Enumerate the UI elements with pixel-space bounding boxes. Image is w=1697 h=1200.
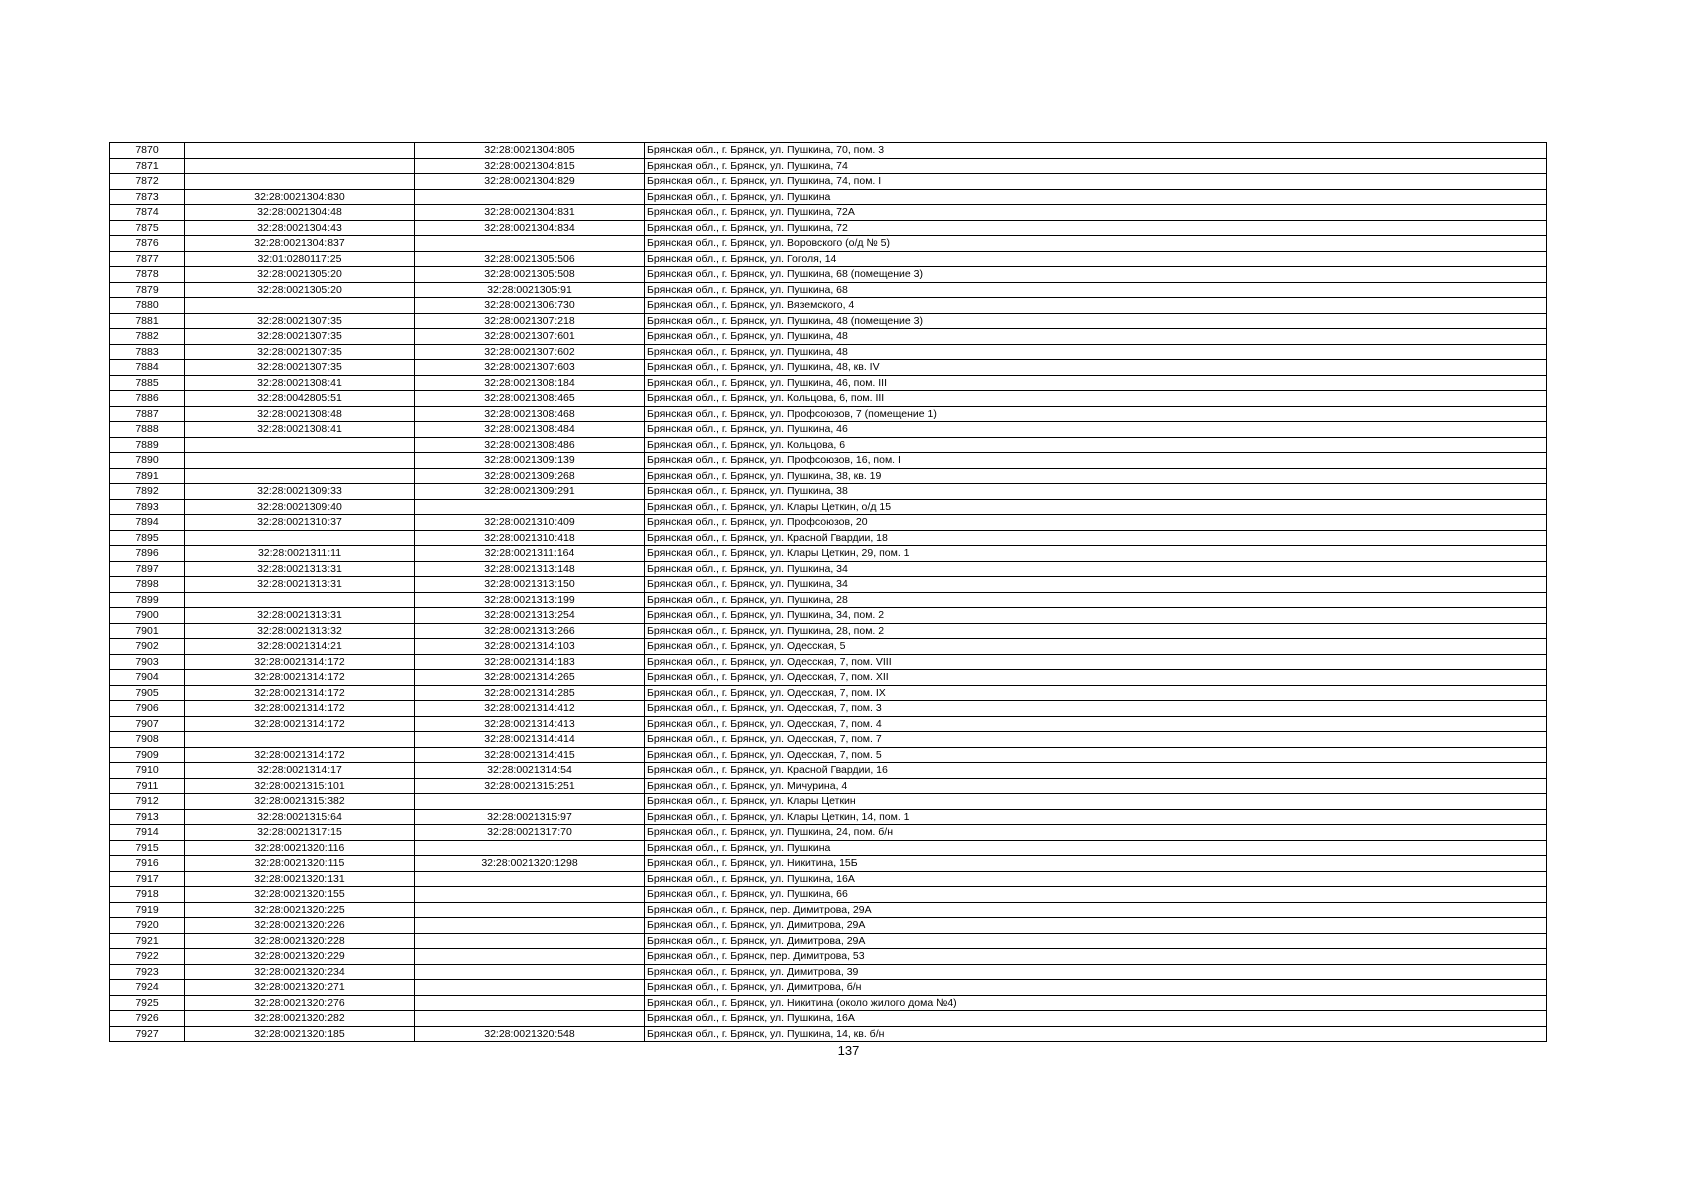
address-cell: Брянская обл., г. Брянск, ул. Пушкина, 34: [645, 577, 1547, 593]
row-number-cell: 7908: [110, 732, 185, 748]
row-number-cell: 7878: [110, 267, 185, 283]
address-cell: Брянская обл., г. Брянск, ул. Клары Цеткин, 29, пом. 1: [645, 546, 1547, 562]
row-number-cell: 7916: [110, 856, 185, 872]
object-cadastral-number-cell: 32:28:0021304:831: [415, 205, 645, 221]
table-row: [110, 422, 1547, 438]
table-row: [110, 515, 1547, 531]
land-cadastral-number-cell: 32:28:0021304:837: [185, 236, 415, 252]
land-cadastral-number-cell: 32:28:0021320:226: [185, 918, 415, 934]
row-number-cell: 7922: [110, 949, 185, 965]
object-cadastral-number-cell: 32:28:0021304:829: [415, 174, 645, 190]
address-cell: Брянская обл., г. Брянск, ул. Пушкина, 70, пом. 3: [645, 143, 1547, 159]
object-cadastral-number-cell: 32:28:0021310:418: [415, 530, 645, 546]
address-cell: Брянская обл., г. Брянск, ул. Пушкина: [645, 840, 1547, 856]
land-cadastral-number-cell: [185, 437, 415, 453]
row-number-cell: 7923: [110, 964, 185, 980]
row-number-cell: 7891: [110, 468, 185, 484]
land-cadastral-number-cell: 32:28:0021313:31: [185, 577, 415, 593]
table-row: [110, 437, 1547, 453]
table-row: [110, 174, 1547, 190]
table-row: [110, 856, 1547, 872]
object-cadastral-number-cell: 32:28:0021308:184: [415, 375, 645, 391]
address-cell: Брянская обл., г. Брянск, ул. Димитрова, б/н: [645, 980, 1547, 996]
land-cadastral-number-cell: 32:28:0021304:48: [185, 205, 415, 221]
object-cadastral-number-cell: [415, 499, 645, 515]
table-row: [110, 360, 1547, 376]
land-cadastral-number-cell: 32:28:0021314:17: [185, 763, 415, 779]
address-cell: Брянская обл., г. Брянск, ул. Пушкина, 16А: [645, 1011, 1547, 1027]
land-cadastral-number-cell: 32:28:0021304:830: [185, 189, 415, 205]
object-cadastral-number-cell: [415, 871, 645, 887]
land-cadastral-number-cell: 32:28:0021313:31: [185, 561, 415, 577]
address-cell: Брянская обл., г. Брянск, ул. Пушкина, 74: [645, 158, 1547, 174]
row-number-cell: 7882: [110, 329, 185, 345]
land-cadastral-number-cell: 32:28:0021307:35: [185, 313, 415, 329]
row-number-cell: 7925: [110, 995, 185, 1011]
object-cadastral-number-cell: 32:28:0021305:508: [415, 267, 645, 283]
table-row: [110, 592, 1547, 608]
object-cadastral-number-cell: 32:28:0021308:484: [415, 422, 645, 438]
land-cadastral-number-cell: 32:28:0021311:11: [185, 546, 415, 562]
land-cadastral-number-cell: 32:28:0021309:33: [185, 484, 415, 500]
table-row: [110, 964, 1547, 980]
row-number-cell: 7896: [110, 546, 185, 562]
row-number-cell: 7881: [110, 313, 185, 329]
row-number-cell: 7912: [110, 794, 185, 810]
address-cell: Брянская обл., г. Брянск, ул. Кольцова, 6, пом. III: [645, 391, 1547, 407]
row-number-cell: 7880: [110, 298, 185, 314]
row-number-cell: 7887: [110, 406, 185, 422]
row-number-cell: 7927: [110, 1026, 185, 1042]
object-cadastral-number-cell: 32:28:0021313:148: [415, 561, 645, 577]
object-cadastral-number-cell: 32:28:0021307:218: [415, 313, 645, 329]
address-cell: Брянская обл., г. Брянск, ул. Пушкина: [645, 189, 1547, 205]
land-cadastral-number-cell: 32:28:0021314:21: [185, 639, 415, 655]
address-cell: Брянская обл., г. Брянск, ул. Воровского (о/д № 5): [645, 236, 1547, 252]
row-number-cell: 7886: [110, 391, 185, 407]
row-number-cell: 7924: [110, 980, 185, 996]
object-cadastral-number-cell: [415, 1011, 645, 1027]
land-cadastral-number-cell: 32:28:0021313:32: [185, 623, 415, 639]
address-cell: Брянская обл., г. Брянск, ул. Пушкина, 68 (помещение 3): [645, 267, 1547, 283]
object-cadastral-number-cell: 32:28:0021314:415: [415, 747, 645, 763]
table-row: [110, 530, 1547, 546]
address-cell: Брянская обл., г. Брянск, ул. Красной Гвардии, 18: [645, 530, 1547, 546]
table-row: [110, 825, 1547, 841]
row-number-cell: 7894: [110, 515, 185, 531]
land-cadastral-number-cell: [185, 468, 415, 484]
land-cadastral-number-cell: 32:28:0021315:101: [185, 778, 415, 794]
row-number-cell: 7893: [110, 499, 185, 515]
object-cadastral-number-cell: [415, 964, 645, 980]
address-cell: Брянская обл., г. Брянск, ул. Никитина (около жилого дома №4): [645, 995, 1547, 1011]
table-row: [110, 623, 1547, 639]
object-cadastral-number-cell: 32:28:0021315:97: [415, 809, 645, 825]
row-number-cell: 7890: [110, 453, 185, 469]
row-number-cell: 7921: [110, 933, 185, 949]
table-row: [110, 639, 1547, 655]
row-number-cell: 7914: [110, 825, 185, 841]
table-row: [110, 313, 1547, 329]
object-cadastral-number-cell: 32:28:0021307:603: [415, 360, 645, 376]
address-cell: Брянская обл., г. Брянск, ул. Пушкина, 68: [645, 282, 1547, 298]
row-number-cell: 7904: [110, 670, 185, 686]
land-cadastral-number-cell: 32:28:0021320:276: [185, 995, 415, 1011]
row-number-cell: 7917: [110, 871, 185, 887]
row-number-cell: 7897: [110, 561, 185, 577]
address-cell: Брянская обл., г. Брянск, ул. Пушкина, 38, кв. 19: [645, 468, 1547, 484]
address-cell: Брянская обл., г. Брянск, ул. Пушкина, 38: [645, 484, 1547, 500]
address-cell: Брянская обл., г. Брянск, ул. Димитрова, 29А: [645, 918, 1547, 934]
object-cadastral-number-cell: 32:28:0021320:1298: [415, 856, 645, 872]
address-cell: Брянская обл., г. Брянск, ул. Вяземского, 4: [645, 298, 1547, 314]
row-number-cell: 7870: [110, 143, 185, 159]
row-number-cell: 7895: [110, 530, 185, 546]
table-row: [110, 561, 1547, 577]
table-row: [110, 747, 1547, 763]
land-cadastral-number-cell: 32:28:0021314:172: [185, 685, 415, 701]
object-cadastral-number-cell: 32:28:0021307:602: [415, 344, 645, 360]
table-row: [110, 1011, 1547, 1027]
table-row: [110, 158, 1547, 174]
table-row: [110, 205, 1547, 221]
object-cadastral-number-cell: 32:28:0021304:805: [415, 143, 645, 159]
land-cadastral-number-cell: 32:28:0021304:43: [185, 220, 415, 236]
registry-table-body: [110, 143, 1547, 1042]
table-row: [110, 1026, 1547, 1042]
row-number-cell: 7884: [110, 360, 185, 376]
object-cadastral-number-cell: 32:28:0021304:815: [415, 158, 645, 174]
object-cadastral-number-cell: 32:28:0021314:183: [415, 654, 645, 670]
address-cell: Брянская обл., г. Брянск, ул. Кольцова, 6: [645, 437, 1547, 453]
object-cadastral-number-cell: [415, 918, 645, 934]
address-cell: Брянская обл., г. Брянск, ул. Красной Гвардии, 16: [645, 763, 1547, 779]
address-cell: Брянская обл., г. Брянск, ул. Профсоюзов, 7 (помещение 1): [645, 406, 1547, 422]
table-row: [110, 344, 1547, 360]
table-row: [110, 840, 1547, 856]
address-cell: Брянская обл., г. Брянск, ул. Никитина, 15Б: [645, 856, 1547, 872]
table-row: [110, 453, 1547, 469]
address-cell: Брянская обл., г. Брянск, ул. Профсоюзов, 20: [645, 515, 1547, 531]
object-cadastral-number-cell: 32:28:0021313:254: [415, 608, 645, 624]
table-row: [110, 918, 1547, 934]
object-cadastral-number-cell: 32:28:0021309:139: [415, 453, 645, 469]
object-cadastral-number-cell: 32:28:0021313:150: [415, 577, 645, 593]
object-cadastral-number-cell: [415, 933, 645, 949]
table-row: [110, 189, 1547, 205]
address-cell: Брянская обл., г. Брянск, ул. Пушкина, 24, пом. б/н: [645, 825, 1547, 841]
address-cell: Брянская обл., г. Брянск, ул. Пушкина, 48 (помещение 3): [645, 313, 1547, 329]
land-cadastral-number-cell: 32:28:0021310:37: [185, 515, 415, 531]
land-cadastral-number-cell: 32:28:0021320:185: [185, 1026, 415, 1042]
registry-table: [109, 142, 1547, 1042]
row-number-cell: 7892: [110, 484, 185, 500]
address-cell: Брянская обл., г. Брянск, ул. Пушкина, 46: [645, 422, 1547, 438]
row-number-cell: 7876: [110, 236, 185, 252]
object-cadastral-number-cell: 32:28:0021314:414: [415, 732, 645, 748]
land-cadastral-number-cell: 32:28:0021308:41: [185, 422, 415, 438]
address-cell: Брянская обл., г. Брянск, ул. Пушкина, 46, пом. III: [645, 375, 1547, 391]
address-cell: Брянская обл., г. Брянск, ул. Пушкина, 66: [645, 887, 1547, 903]
table-row: [110, 298, 1547, 314]
object-cadastral-number-cell: 32:28:0021305:506: [415, 251, 645, 267]
table-row: [110, 391, 1547, 407]
object-cadastral-number-cell: [415, 949, 645, 965]
row-number-cell: 7906: [110, 701, 185, 717]
address-cell: Брянская обл., г. Брянск, ул. Пушкина, 48: [645, 344, 1547, 360]
object-cadastral-number-cell: 32:28:0021317:70: [415, 825, 645, 841]
address-cell: Брянская обл., г. Брянск, ул. Одесская, 7, пом. 5: [645, 747, 1547, 763]
table-row: [110, 375, 1547, 391]
object-cadastral-number-cell: 32:28:0021305:91: [415, 282, 645, 298]
table-row: [110, 608, 1547, 624]
land-cadastral-number-cell: [185, 453, 415, 469]
row-number-cell: 7911: [110, 778, 185, 794]
land-cadastral-number-cell: 32:28:0021314:172: [185, 716, 415, 732]
land-cadastral-number-cell: 32:28:0021320:155: [185, 887, 415, 903]
table-row: [110, 716, 1547, 732]
address-cell: Брянская обл., г. Брянск, ул. Одесская, 7, пом. 3: [645, 701, 1547, 717]
row-number-cell: 7885: [110, 375, 185, 391]
object-cadastral-number-cell: 32:28:0021311:164: [415, 546, 645, 562]
table-row: [110, 282, 1547, 298]
table-row: [110, 577, 1547, 593]
address-cell: Брянская обл., г. Брянск, ул. Пушкина, 28, пом. 2: [645, 623, 1547, 639]
table-row: [110, 995, 1547, 1011]
object-cadastral-number-cell: 32:28:0021313:199: [415, 592, 645, 608]
table-row: [110, 654, 1547, 670]
land-cadastral-number-cell: 32:28:0021309:40: [185, 499, 415, 515]
row-number-cell: 7907: [110, 716, 185, 732]
address-cell: Брянская обл., г. Брянск, ул. Мичурина, 4: [645, 778, 1547, 794]
address-cell: Брянская обл., г. Брянск, ул. Клары Цеткин, 14, пом. 1: [645, 809, 1547, 825]
address-cell: Брянская обл., г. Брянск, ул. Димитрова, 29А: [645, 933, 1547, 949]
land-cadastral-number-cell: 32:28:0021305:20: [185, 267, 415, 283]
table-row: [110, 670, 1547, 686]
land-cadastral-number-cell: 32:28:0021314:172: [185, 747, 415, 763]
land-cadastral-number-cell: 32:28:0021320:131: [185, 871, 415, 887]
row-number-cell: 7877: [110, 251, 185, 267]
address-cell: Брянская обл., г. Брянск, ул. Гоголя, 14: [645, 251, 1547, 267]
row-number-cell: 7905: [110, 685, 185, 701]
object-cadastral-number-cell: 32:28:0021314:265: [415, 670, 645, 686]
row-number-cell: 7873: [110, 189, 185, 205]
row-number-cell: 7902: [110, 639, 185, 655]
object-cadastral-number-cell: 32:28:0021314:285: [415, 685, 645, 701]
land-cadastral-number-cell: [185, 298, 415, 314]
row-number-cell: 7899: [110, 592, 185, 608]
row-number-cell: 7875: [110, 220, 185, 236]
address-cell: Брянская обл., г. Брянск, ул. Пушкина, 14, кв. б/н: [645, 1026, 1547, 1042]
land-cadastral-number-cell: 32:28:0021314:172: [185, 654, 415, 670]
row-number-cell: 7903: [110, 654, 185, 670]
address-cell: Брянская обл., г. Брянск, ул. Пушкина, 72А: [645, 205, 1547, 221]
land-cadastral-number-cell: [185, 592, 415, 608]
table-row: [110, 251, 1547, 267]
address-cell: Брянская обл., г. Брянск, ул. Клары Цеткин, о/д 15: [645, 499, 1547, 515]
address-cell: Брянская обл., г. Брянск, ул. Пушкина, 34: [645, 561, 1547, 577]
row-number-cell: 7915: [110, 840, 185, 856]
table-row: [110, 871, 1547, 887]
object-cadastral-number-cell: 32:28:0021313:266: [415, 623, 645, 639]
row-number-cell: 7913: [110, 809, 185, 825]
table-row: [110, 701, 1547, 717]
table-row: [110, 732, 1547, 748]
address-cell: Брянская обл., г. Брянск, ул. Клары Цеткин: [645, 794, 1547, 810]
land-cadastral-number-cell: [185, 174, 415, 190]
address-cell: Брянская обл., г. Брянск, ул. Одесская, 7, пом. XII: [645, 670, 1547, 686]
object-cadastral-number-cell: [415, 236, 645, 252]
object-cadastral-number-cell: 32:28:0021314:103: [415, 639, 645, 655]
address-cell: Брянская обл., г. Брянск, пер. Димитрова, 53: [645, 949, 1547, 965]
object-cadastral-number-cell: [415, 887, 645, 903]
land-cadastral-number-cell: 32:28:0021320:234: [185, 964, 415, 980]
address-cell: Брянская обл., г. Брянск, пер. Димитрова, 29А: [645, 902, 1547, 918]
table-row: [110, 685, 1547, 701]
table-row: [110, 933, 1547, 949]
land-cadastral-number-cell: 32:28:0021308:41: [185, 375, 415, 391]
row-number-cell: 7888: [110, 422, 185, 438]
land-cadastral-number-cell: 32:28:0021305:20: [185, 282, 415, 298]
address-cell: Брянская обл., г. Брянск, ул. Димитрова, 39: [645, 964, 1547, 980]
land-cadastral-number-cell: 32:28:0021320:225: [185, 902, 415, 918]
address-cell: Брянская обл., г. Брянск, ул. Профсоюзов, 16, пом. I: [645, 453, 1547, 469]
land-cadastral-number-cell: 32:28:0042805:51: [185, 391, 415, 407]
land-cadastral-number-cell: 32:28:0021320:116: [185, 840, 415, 856]
row-number-cell: 7900: [110, 608, 185, 624]
object-cadastral-number-cell: 32:28:0021308:465: [415, 391, 645, 407]
row-number-cell: 7871: [110, 158, 185, 174]
land-cadastral-number-cell: 32:28:0021314:172: [185, 701, 415, 717]
address-cell: Брянская обл., г. Брянск, ул. Пушкина, 74, пом. I: [645, 174, 1547, 190]
object-cadastral-number-cell: [415, 840, 645, 856]
table-row: [110, 809, 1547, 825]
land-cadastral-number-cell: 32:28:0021320:115: [185, 856, 415, 872]
row-number-cell: 7920: [110, 918, 185, 934]
land-cadastral-number-cell: 32:28:0021320:282: [185, 1011, 415, 1027]
object-cadastral-number-cell: [415, 189, 645, 205]
page-number: 137: [837, 1043, 860, 1058]
row-number-cell: 7909: [110, 747, 185, 763]
object-cadastral-number-cell: [415, 995, 645, 1011]
address-cell: Брянская обл., г. Брянск, ул. Пушкина, 72: [645, 220, 1547, 236]
address-cell: Брянская обл., г. Брянск, ул. Одесская, 7, пом. VIII: [645, 654, 1547, 670]
table-row: [110, 902, 1547, 918]
land-cadastral-number-cell: [185, 158, 415, 174]
land-cadastral-number-cell: 32:28:0021308:48: [185, 406, 415, 422]
table-row: [110, 499, 1547, 515]
address-cell: Брянская обл., г. Брянск, ул. Одесская, 7, пом. IX: [645, 685, 1547, 701]
row-number-cell: 7919: [110, 902, 185, 918]
land-cadastral-number-cell: 32:28:0021313:31: [185, 608, 415, 624]
row-number-cell: 7889: [110, 437, 185, 453]
land-cadastral-number-cell: [185, 530, 415, 546]
land-cadastral-number-cell: [185, 143, 415, 159]
object-cadastral-number-cell: 32:28:0021315:251: [415, 778, 645, 794]
table-row: [110, 143, 1547, 159]
land-cadastral-number-cell: 32:28:0021307:35: [185, 360, 415, 376]
land-cadastral-number-cell: 32:28:0021307:35: [185, 344, 415, 360]
land-cadastral-number-cell: 32:28:0021315:382: [185, 794, 415, 810]
table-row: [110, 546, 1547, 562]
table-row: [110, 406, 1547, 422]
address-cell: Брянская обл., г. Брянск, ул. Одесская, 5: [645, 639, 1547, 655]
land-cadastral-number-cell: 32:28:0021320:228: [185, 933, 415, 949]
object-cadastral-number-cell: [415, 902, 645, 918]
land-cadastral-number-cell: 32:28:0021320:229: [185, 949, 415, 965]
address-cell: Брянская обл., г. Брянск, ул. Одесская, 7, пом. 7: [645, 732, 1547, 748]
table-row: [110, 794, 1547, 810]
object-cadastral-number-cell: 32:28:0021314:412: [415, 701, 645, 717]
object-cadastral-number-cell: 32:28:0021309:268: [415, 468, 645, 484]
object-cadastral-number-cell: 32:28:0021307:601: [415, 329, 645, 345]
table-row: [110, 763, 1547, 779]
object-cadastral-number-cell: 32:28:0021309:291: [415, 484, 645, 500]
table-row: [110, 236, 1547, 252]
address-cell: Брянская обл., г. Брянск, ул. Пушкина, 16А: [645, 871, 1547, 887]
row-number-cell: 7883: [110, 344, 185, 360]
row-number-cell: 7901: [110, 623, 185, 639]
address-cell: Брянская обл., г. Брянск, ул. Одесская, 7, пом. 4: [645, 716, 1547, 732]
object-cadastral-number-cell: [415, 980, 645, 996]
object-cadastral-number-cell: 32:28:0021308:486: [415, 437, 645, 453]
table-row: [110, 484, 1547, 500]
address-cell: Брянская обл., г. Брянск, ул. Пушкина, 48: [645, 329, 1547, 345]
row-number-cell: 7874: [110, 205, 185, 221]
address-cell: Брянская обл., г. Брянск, ул. Пушкина, 28: [645, 592, 1547, 608]
row-number-cell: 7910: [110, 763, 185, 779]
table-row: [110, 778, 1547, 794]
row-number-cell: 7918: [110, 887, 185, 903]
object-cadastral-number-cell: 32:28:0021306:730: [415, 298, 645, 314]
table-row: [110, 267, 1547, 283]
land-cadastral-number-cell: 32:28:0021315:64: [185, 809, 415, 825]
row-number-cell: 7872: [110, 174, 185, 190]
land-cadastral-number-cell: 32:01:0280117:25: [185, 251, 415, 267]
table-row: [110, 980, 1547, 996]
table-row: [110, 468, 1547, 484]
object-cadastral-number-cell: 32:28:0021320:548: [415, 1026, 645, 1042]
land-cadastral-number-cell: 32:28:0021320:271: [185, 980, 415, 996]
table-row: [110, 329, 1547, 345]
object-cadastral-number-cell: [415, 794, 645, 810]
object-cadastral-number-cell: 32:28:0021314:413: [415, 716, 645, 732]
address-cell: Брянская обл., г. Брянск, ул. Пушкина, 34, пом. 2: [645, 608, 1547, 624]
row-number-cell: 7926: [110, 1011, 185, 1027]
table-row: [110, 887, 1547, 903]
object-cadastral-number-cell: 32:28:0021308:468: [415, 406, 645, 422]
object-cadastral-number-cell: 32:28:0021304:834: [415, 220, 645, 236]
row-number-cell: 7879: [110, 282, 185, 298]
object-cadastral-number-cell: 32:28:0021310:409: [415, 515, 645, 531]
land-cadastral-number-cell: 32:28:0021307:35: [185, 329, 415, 345]
row-number-cell: 7898: [110, 577, 185, 593]
address-cell: Брянская обл., г. Брянск, ул. Пушкина, 48, кв. IV: [645, 360, 1547, 376]
table-row: [110, 949, 1547, 965]
land-cadastral-number-cell: [185, 732, 415, 748]
land-cadastral-number-cell: 32:28:0021314:172: [185, 670, 415, 686]
land-cadastral-number-cell: 32:28:0021317:15: [185, 825, 415, 841]
object-cadastral-number-cell: 32:28:0021314:54: [415, 763, 645, 779]
table-row: [110, 220, 1547, 236]
